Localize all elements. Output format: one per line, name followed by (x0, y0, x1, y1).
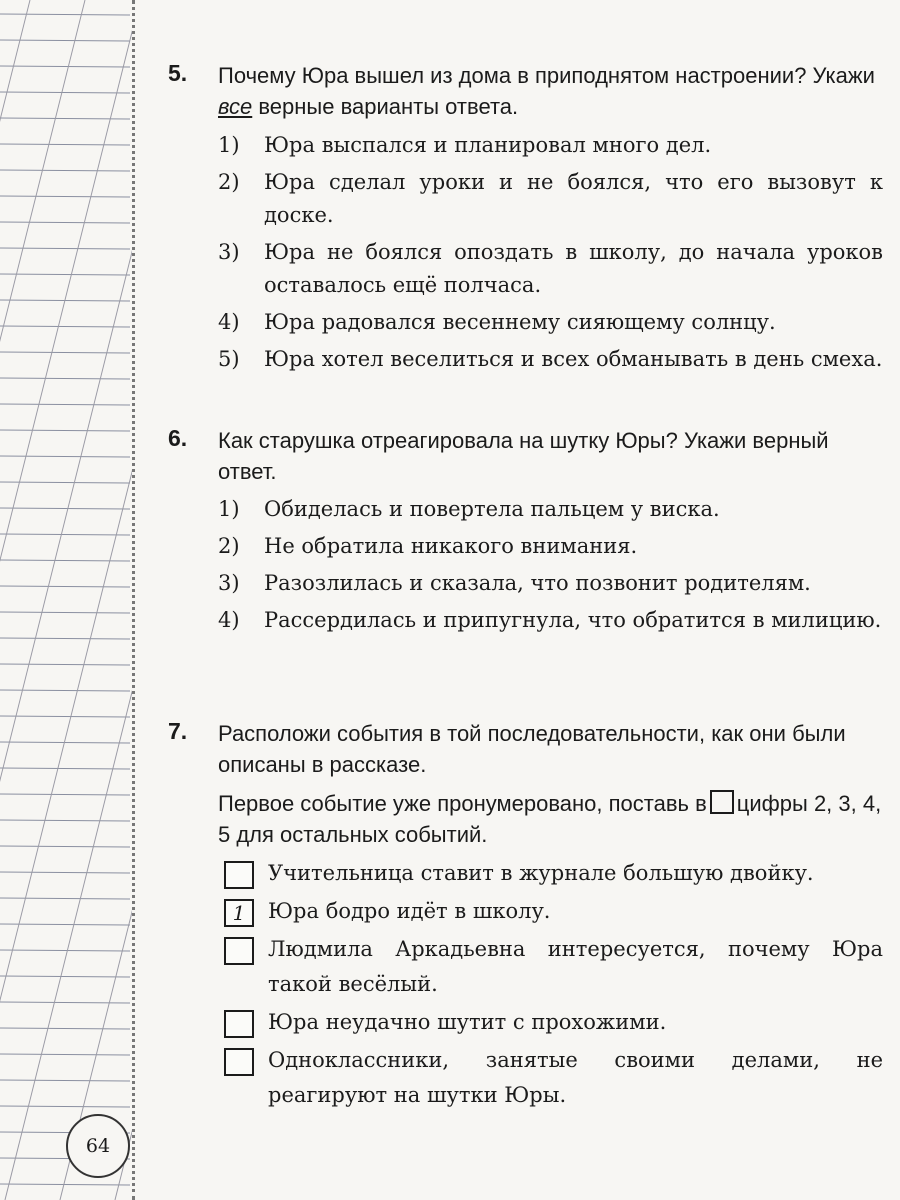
margin-rule-line (0, 846, 130, 847)
answer-option[interactable]: 4) Рассердилась и припугнула, что обратится в милицию. (218, 608, 882, 632)
margin-rule-line (0, 1028, 130, 1029)
margin-rule-line (0, 326, 130, 327)
margin-rule-line (0, 404, 130, 405)
answer-option[interactable]: 3) Разозлилась и сказала, что позвонит родителям. (218, 571, 811, 595)
margin-rule-line (0, 898, 130, 899)
margin-rule-line (0, 534, 130, 535)
answer-option[interactable]: 2) Юра сделал уроки и не боялся, что его вызовут к доске. (218, 170, 883, 227)
margin-rule-line (0, 378, 130, 379)
margin-slant-line (0, 0, 30, 1200)
margin-rule-line (0, 560, 130, 561)
margin-rule-line (0, 924, 130, 925)
margin-rule-line (0, 274, 130, 275)
event-item: 1 Юра бодро идёт в школу. (220, 894, 883, 929)
question-instruction: Первое событие уже пронумеровано, поставь в цифры 2, 3, 4, 5 для остальных событий. (218, 791, 882, 847)
order-input-box[interactable] (224, 1010, 254, 1038)
margin-rule-line (0, 222, 130, 223)
margin-slant-line (0, 0, 132, 1200)
perforation-line (132, 0, 135, 1200)
margin-rule-line (0, 638, 130, 639)
question-prompt: Как старушка отреагировала на шутку Юры? Укажи верный ответ. (218, 428, 829, 484)
margin-rule-line (0, 508, 130, 509)
margin-slant-line (0, 0, 85, 1200)
empty-box-icon (710, 790, 734, 814)
margin-rule-line (0, 1106, 130, 1107)
margin-slant-line (60, 0, 132, 1200)
margin-rule-line (0, 690, 130, 691)
margin-slant-line (0, 0, 132, 1200)
margin-rule-line (0, 1184, 130, 1185)
margin-rule-line (0, 586, 130, 587)
answer-options (218, 129, 883, 380)
question-6 (168, 425, 883, 715)
order-input-box[interactable]: 1 (224, 899, 254, 927)
margin-rule-line (0, 66, 130, 67)
margin-rule-line (0, 92, 130, 93)
answer-option[interactable]: 2) Не обратила никакого внимания. (218, 534, 638, 558)
question-number: 7. (168, 718, 188, 744)
margin-rule-line (0, 768, 130, 769)
margin-rule-line (0, 170, 130, 171)
margin-rule-line (0, 1002, 130, 1003)
emphasis-word: все (218, 94, 253, 119)
answer-option[interactable]: 3) Юра не боялся опоздать в школу, до начала уроков оставалось ещё полчаса. (218, 240, 883, 297)
margin-rule-line (0, 794, 130, 795)
question-prompt: Расположи события в той последовательности, как они были описаны в рассказе. (218, 721, 846, 777)
margin-rule-line (0, 1054, 130, 1055)
question-5 (168, 60, 883, 410)
margin-rule-line (0, 664, 130, 665)
order-input-box[interactable] (224, 937, 254, 965)
margin-slant-line (5, 0, 132, 1200)
margin-rule-line (0, 14, 130, 15)
answer-option[interactable]: 4) Юра радовался весеннему сияющему солнцу. (218, 310, 776, 334)
answer-option[interactable]: 1) Юра выспался и планировал много дел. (218, 133, 712, 157)
margin-rule-line (0, 612, 130, 613)
margin-rule-line (0, 456, 130, 457)
margin-rule-line (0, 248, 130, 249)
margin-rule-line (0, 742, 130, 743)
margin-rule-line (0, 976, 130, 977)
answer-option[interactable]: 1) Обиделась и повертела пальцем у виска. (218, 497, 720, 521)
margin-rule-line (0, 820, 130, 821)
margin-rule-line (0, 716, 130, 717)
margin-rule-line (0, 950, 130, 951)
order-input-box[interactable] (224, 861, 254, 889)
answer-option[interactable]: 5) Юра хотел веселиться и всех обманывать в день смеха. (218, 347, 883, 371)
margin-rule-line (0, 430, 130, 431)
margin-slant-line (115, 0, 132, 1200)
page-number: 64 (66, 1114, 130, 1178)
event-item: Одноклассники, занятые своими делами, не реагируют на шутки Юры. (220, 1043, 883, 1113)
margin-rule-line (0, 196, 130, 197)
margin-rule-line (0, 872, 130, 873)
event-list (220, 856, 883, 1116)
event-item: Людмила Аркадьевна интересуется, почему Юра такой весёлый. (220, 932, 883, 1002)
event-item: Учительница ставит в журнале большую двойку. (220, 856, 883, 891)
answer-options (218, 493, 883, 641)
event-item: Юра неудачно шутит с прохожими. (220, 1005, 883, 1040)
question-7 (168, 718, 883, 1158)
question-number: 6. (168, 425, 188, 451)
margin-slant-line (0, 0, 132, 1200)
question-prompt: Почему Юра вышел из дома в приподнятом настроении? Укажи все верные варианты ответа. (218, 63, 875, 119)
margin-rule-line (0, 1080, 130, 1081)
margin-writing-lines (0, 0, 132, 1200)
margin-rule-line (0, 352, 130, 353)
order-input-box[interactable] (224, 1048, 254, 1076)
question-number: 5. (168, 60, 188, 86)
margin-rule-line (0, 144, 130, 145)
